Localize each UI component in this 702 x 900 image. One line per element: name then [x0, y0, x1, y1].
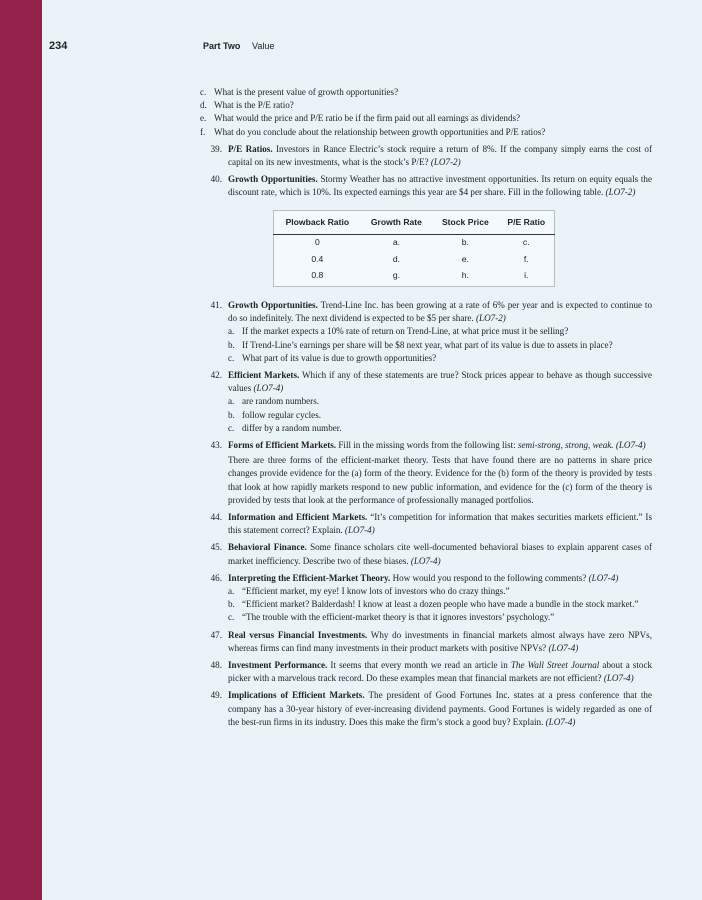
problem-45: 45. Behavioral Finance. Some finance scholars cite well-documented behavioral biases to explain apparent cases of market inefficiency. Describe two of these biases. (LO7-4): [210, 542, 652, 566]
learning-objective: (LO7-4): [548, 642, 579, 653]
publication-title: The Wall Street Journal: [510, 660, 600, 671]
learning-objective: (LO7-4): [545, 716, 576, 727]
list-item: d. What is the P/E ratio?: [200, 100, 294, 111]
problem-title: Real versus Financial Investments.: [228, 629, 368, 640]
table-row: 0 a. b. c.: [314, 237, 530, 248]
problem-title: Growth Opportunities.: [228, 174, 318, 185]
problem-paragraph: There are three forms of the efficient-market theory. Tests that have found there are no patterns in share price changes provide evidence for the (a) form of the theory. Evidence for the (b) form of the theory is provided by tests that look at how rapidly markets respond to new public information, and evidence for the (c) form of the theory is provided by tests that look at the performance of professionally managed portfolios.: [228, 455, 652, 505]
problem-title: Investment Performance.: [228, 660, 328, 671]
list-item: b. If Trend-Line’s earnings per share will be $8 next year, what part of its value is due to assets in place?: [228, 339, 613, 350]
learning-objective: (LO7-4): [603, 673, 634, 684]
list-item: b. follow regular cycles.: [228, 409, 322, 420]
column-header: P/E Ratio: [499, 210, 555, 234]
part-label: Part Two: [203, 41, 241, 51]
chapter-color-band: [0, 0, 42, 900]
list-item: f. What do you conclude about the relationship between growth opportunities and P/E ratios?: [200, 126, 546, 137]
problem-40: 40. Growth Opportunities. Stormy Weather has no attractive investment opportunities. Its return on equity equals the discount rate, which is 10%. Its expected earnings this year are $4 per share. Fill in the following table. (LO7-2) Plowback Ratio Growth Rate Stock Price P/E Ratio 0 a. b. c. 0.4 d. e. f. 0.8 g. h. i.: [200, 173, 652, 287]
problem-47: 47. Real versus Financial Investments. Why do investments in financial markets almost always have zero NPVs, whereas firms can find many investments in their product markets with positive NPVs? (LO7-4): [210, 629, 652, 653]
section-label: Value: [252, 41, 275, 51]
problem-title: Efficient Markets.: [228, 369, 300, 380]
learning-objective: (LO7-4): [588, 572, 619, 583]
running-header: [42, 40, 702, 54]
problem-49: 49. Implications of Efficient Markets. The president of Good Fortunes Inc. states at a press conference that the company has a 30-year history of ever-increasing dividend payments. Good Fortunes is widely regarded as one of the best-run firms in its industry. Does this make the firm’s stock a good buy? Explain. (LO7-4): [210, 690, 652, 727]
list-item: a. are random numbers.: [228, 396, 320, 407]
column-header: Growth Rate: [361, 210, 433, 234]
list-item: b. “Efficient market? Balderdash! I know at least a dozen people who have made a bundle in the stock market.”: [228, 599, 639, 610]
list-item: c. What is the present value of growth opportunities?: [200, 87, 399, 97]
column-header: Stock Price: [432, 210, 498, 234]
problem-title: Growth Opportunities.: [228, 299, 318, 310]
page: [42, 0, 702, 900]
problem-title: Forms of Efficient Markets.: [228, 439, 337, 450]
problem-43: 43. Forms of Efficient Markets. Fill in the missing words from the following list: semi-strong, strong, weak. (LO7-4) There are three forms of the efficient-market theory. Tests that have found there are no patterns in share price changes provide evidence for the (a) form of the theory. Evidence for the (b) form of the theory is provided by tests that look at how rapidly markets respond to new public information, and evidence for the (c) form of the theory is provided by tests that look at the performance of professionally managed portfolios.: [200, 439, 652, 507]
learning-objective: (LO7-4): [344, 525, 375, 536]
list-item: c. differ by a random number.: [228, 422, 342, 433]
learning-objective: (LO7-2): [476, 313, 506, 324]
plowback-table: [273, 210, 555, 287]
learning-objective: (LO7-4): [410, 555, 441, 566]
learning-objective: (LO7-2): [430, 157, 461, 168]
problem-title: Interpreting the Efficient-Market Theory.: [228, 572, 391, 583]
problem-48: 48. Investment Performance. It seems that every month we read an article in The Wall Street Journal about a stock picker with a marvelous track record. Do these examples mean that financial markets are not efficient? (LO7-4): [210, 660, 653, 684]
page-number: 234: [49, 40, 68, 52]
problem-41: 41. Growth Opportunities. Trend-Line Inc. has been growing at a rate of 6% per year and is expected to continue to do so indefinitely. The next dividend is expected to be $5 per share. (LO7-2): [210, 299, 652, 324]
problem-title: Information and Efficient Markets.: [228, 511, 368, 522]
column-header: Plowback Ratio: [274, 210, 361, 234]
problem-46: 46. Interpreting the Efficient-Market Theory. How would you respond to the following comments? (LO7-4): [210, 572, 619, 583]
table-row: 0.4 d. e. f.: [311, 253, 529, 264]
problem-title: Implications of Efficient Markets.: [228, 690, 365, 701]
list-item: c. “The trouble with the efficient-market theory is that it ignores investors’ psychology.”: [228, 612, 555, 623]
learning-objective: (LO7-4): [253, 383, 284, 394]
problem-title: P/E Ratios.: [228, 143, 273, 154]
problem-44: 44. Information and Efficient Markets. “It’s competition for information that makes securities markets efficient.” Is this statement correct? Explain. (LO7-4): [210, 511, 653, 536]
learning-objective: (LO7-4): [615, 439, 646, 450]
continued-items: [200, 86, 652, 139]
list-item: a. If the market expects a 10% rate of return on Trend-Line, at what price must it be selling?: [228, 326, 569, 337]
problem-42: 42. Efficient Markets. Which if any of these statements are true? Stock prices appear to behave as though successive values (LO7-4): [210, 369, 652, 394]
list-item: c. What part of its value is due to growth opportunities?: [228, 352, 437, 363]
problems: [200, 86, 652, 729]
problem-39: 39. P/E Ratios. Investors in Rance Electric’s stock require a return of 8%. If the company simply earns the cost of capital on its new investments, what is the stock’s P/E? (LO7-2): [210, 143, 652, 168]
list-item: e. What would the price and P/E ratio be if the firm paid out all earnings as dividends?: [200, 113, 521, 124]
learning-objective: (LO7-2): [605, 187, 636, 198]
problem-title: Behavioral Finance.: [228, 542, 307, 553]
table-row: 0.8 g. h. i.: [311, 269, 529, 280]
list-item: a. “Efficient market, my eye! I know lots of investors who do crazy things.”: [228, 586, 510, 596]
